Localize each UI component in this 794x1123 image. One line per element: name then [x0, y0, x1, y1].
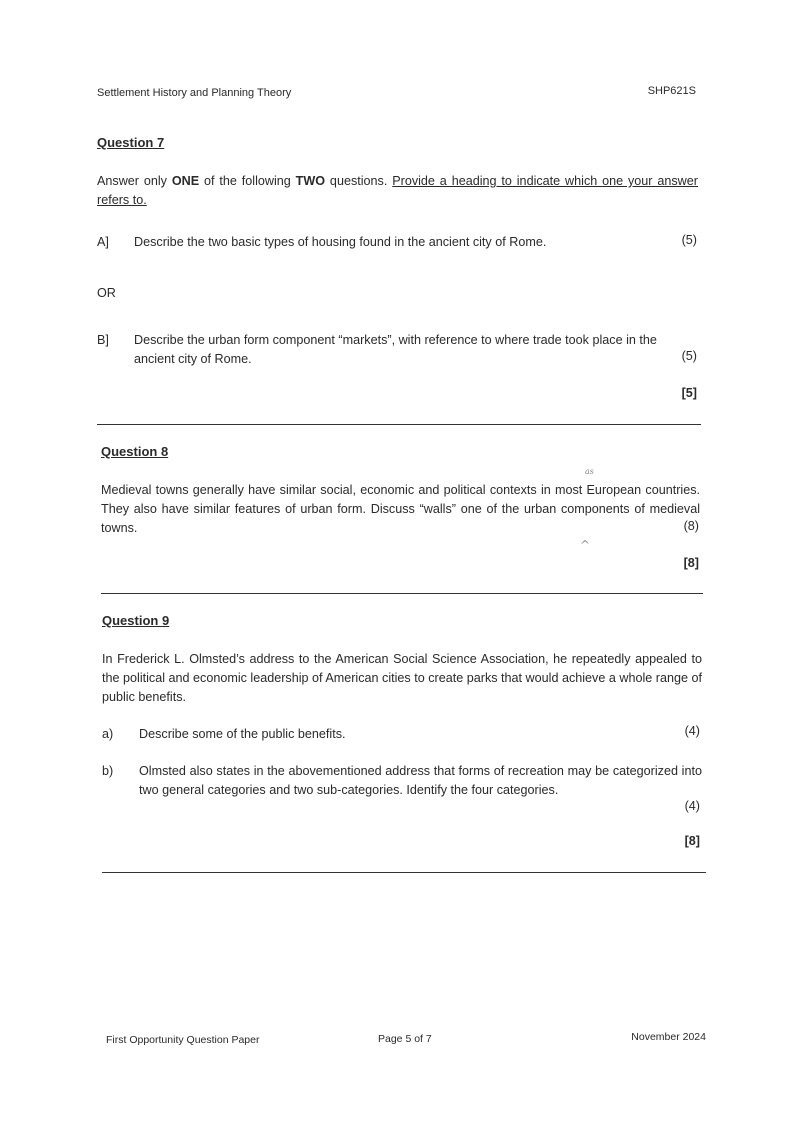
text: of the following: [199, 174, 296, 188]
question-7-total: [5]: [681, 386, 697, 400]
caret-mark: ^: [580, 538, 591, 552]
question-9-total: [8]: [684, 834, 700, 848]
part-a-marks: (4): [684, 724, 700, 738]
question-7-heading: Question 7: [97, 135, 165, 150]
text: Answer only: [97, 174, 172, 188]
divider: [101, 593, 703, 594]
text: TWO: [295, 174, 326, 188]
option-b-label: B]: [97, 333, 109, 347]
question-8-heading: Question 8: [101, 444, 169, 459]
text: questions.: [325, 174, 393, 188]
option-b-text: Describe the urban form component “markets”, with reference to where trade took place in the ancient city of Rome.: [134, 333, 657, 366]
part-a-text: Describe some of the public benefits.: [139, 727, 346, 741]
footer-paper: First Opportunity Question Paper: [106, 1034, 260, 1046]
handwritten-annotation: as: [585, 467, 594, 476]
underlined-instruction: Provide a heading to indicate which one your answer refers to.: [97, 174, 698, 207]
part-a-label: a): [102, 727, 114, 741]
option-b-marks: (5): [681, 349, 697, 363]
question-9-heading: Question 9: [102, 613, 170, 628]
option-a-label: A]: [97, 235, 109, 249]
text: ONE: [171, 174, 200, 188]
footer-page-number: Page 5 of 7: [378, 1033, 432, 1045]
part-b-text: Olmsted also states in the abovementioned address that forms of recreation may be categorized into two general categories and two sub-categories. Identify the four categories.: [139, 764, 702, 797]
question-8-text: Medieval towns generally have similar social, economic and political contexts in most European countries. They also have similar features of urban form. Discuss “walls” one of the urban components of medieval towns.: [101, 483, 700, 535]
part-b-label: b): [102, 764, 114, 778]
option-a-marks: (5): [681, 233, 697, 247]
course-title: Settlement History and Planning Theory: [97, 87, 292, 99]
footer-date: November 2024: [631, 1031, 706, 1043]
divider: [102, 872, 706, 873]
question-7-instructions: [97, 172, 698, 210]
question-9-intro: In Frederick L. Olmsted’s address to the American Social Science Association, he repeatedly appealed to the political and economic leadership of American cities to create parks that would achieve a whole range of public benefits.: [102, 652, 702, 704]
course-code: SHP621S: [647, 85, 696, 97]
divider: [97, 424, 701, 425]
question-8-marks: (8): [683, 519, 699, 533]
part-b-marks: (4): [684, 799, 700, 813]
option-a-text: Describe the two basic types of housing found in the ancient city of Rome.: [134, 235, 547, 249]
or-label: OR: [97, 286, 116, 300]
question-8-total: [8]: [683, 556, 699, 570]
